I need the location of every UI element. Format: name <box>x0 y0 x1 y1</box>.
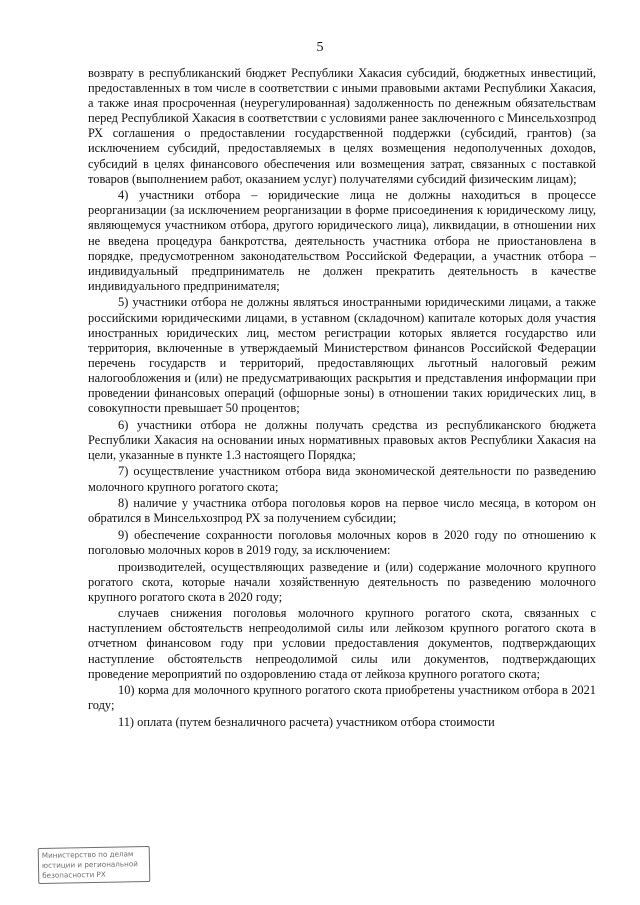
paragraph-item-9: 9) обеспечение сохранности поголовья молочных коров в 2020 году по отношению к поголовью молочных коров в 2019 году, за исключением: <box>88 527 596 557</box>
paragraph-item-11: 11) оплата (путем безналичного расчета) участником отбора стоимости <box>118 714 495 729</box>
paragraph-item-4: 4) участники отбора – юридические лица не должны находиться в процессе реорганизации (за исключением реорганизации в форме присоединения к юридическому лицу, являющемуся участником отбора, другого юридического лица), ликвидации, в отношении них не введена процедура банкротства, деятельность участника отбора не приостановлена в порядке, предусмотренном законодательством Российской Федерации, а участник отбора – индивидуальный предприниматель не должен прекратить деятельность в качестве индивидуального предпринимателя; <box>88 188 596 293</box>
paragraph-exception-cases: случаев снижения поголовья молочного крупного рогатого скота, связанных с наступлением обстоятельств непреодолимой силы или лейкозом крупного рогатого скота в отчетном финансовом году при условии предоставления документов, подтверждающих наступление обстоятельств непреодолимой силы или документов, подтверждающих проведение мероприятий по оздоровлению стада от лейкоза крупного рогатого скота; <box>88 606 596 681</box>
stamp-line: юстиции и региональной <box>41 859 138 870</box>
paragraph-item-10: 10) корма для молочного крупного рогатого скота приобретены участником отбора в 2021 году; <box>88 683 596 713</box>
document-body <box>88 66 596 730</box>
paragraph-item-6: 6) участники отбора не должны получать средства из республиканского бюджета Республики Хакасия на основании иных нормативных правовых актов Республики Хакасия на цели, указанные в пункте 1.3 настоящего Порядка; <box>88 417 596 462</box>
paragraph-continuation: возврату в республиканский бюджет Республики Хакасия субсидий, бюджетных инвестиций, предоставленных в том числе в соответствии с иными правовыми актами Республики Хакасия, а также иная просроченная (неурегулированная) задолженность по денежным обязательствам перед Республикой Хакасия в соответствии с условиями ранее заключенного с Минсельхозпрод РХ соглашения о предоставлении государственной поддержки (субсидий, грантов) (за исключением субсидий, предоставляемых в целях возмещения недополученных доходов, субсидий в целях финансового обеспечения или возмещения затрат, связанных с поставкой товаров (выполнением работ, оказанием услуг) получателями субсидий физическим лицам); <box>88 66 596 186</box>
registration-stamp <box>38 846 151 884</box>
paragraph-item-5: 5) участники отбора не должны являться иностранными юридическими лицами, а также российскими юридическими лицами, в уставном (складочном) капитале которых доля участия иностранных юридических лиц, местом регистрации которых является государство или территория, включенные в утверждаемый Министерством финансов Российской Федерации перечень государств и территорий, предоставляющих льготный налоговый режим налогообложения и (или) не предусматривающих раскрытия и представления информации при проведении финансовых операций (офшорные зоны) в отношении таких юридических лиц, в совокупности превышает 50 процентов; <box>88 295 596 416</box>
paragraph-item-8: 8) наличие у участника отбора поголовья коров на первое число месяца, в котором он обратился в Минсельхозпрод РХ за получением субсидии; <box>88 496 596 526</box>
stamp-line: Министерство по делам <box>41 849 134 860</box>
stamp-line: безопасности РХ <box>42 869 106 880</box>
paragraph-exception-producers: производителей, осуществляющих разведение и (или) содержание молочного крупного рогатого скота, которые начали хозяйственную деятельность по разведению молочного крупного рогатого скота в 2020 году; <box>88 559 596 604</box>
page-number: 5 <box>316 40 324 55</box>
paragraph-item-7: 7) осуществление участником отбора вида экономической деятельности по разведению молочного крупного рогатого скота; <box>88 464 596 494</box>
